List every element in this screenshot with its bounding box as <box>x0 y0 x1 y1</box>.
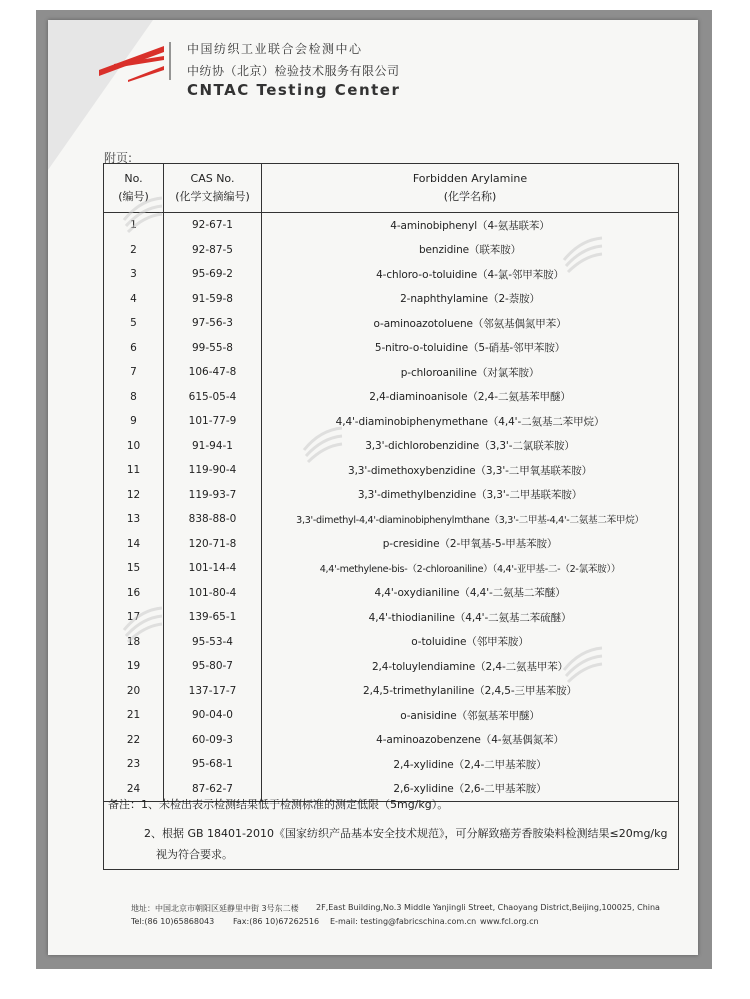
cell-name: 2,4-xylidine（2,4-二甲基苯胺） <box>262 752 679 777</box>
cell-cas: 91-94-1 <box>164 434 262 459</box>
cell-name: p-chloroaniline（对氯苯胺） <box>262 360 679 385</box>
watermark-icon <box>120 600 166 646</box>
cell-no: 14 <box>104 532 164 557</box>
cell-name: 3,3'-dichlorobenzidine（3,3'-二氯联苯胺） <box>262 434 679 459</box>
cell-no: 6 <box>104 336 164 361</box>
cell-name: 3,3'-dimethylbenzidine（3,3'-二甲基联苯胺） <box>262 483 679 508</box>
watermark-icon <box>300 420 346 466</box>
cell-no: 11 <box>104 458 164 483</box>
table-row <box>104 556 679 581</box>
cell-name: 3,3'-dimethyl-4,4'-diaminobiphenylmthane（3,3'-二甲基-4,4'-二氨基二苯甲烷） <box>262 507 679 532</box>
cell-no: 5 <box>104 311 164 336</box>
cell-name: 4-aminobiphenyl（4-氨基联苯） <box>262 213 679 238</box>
cell-name: 4,4'-diaminobiphenymethane（4,4'-二氨基二苯甲烷） <box>262 409 679 434</box>
cell-name: benzidine（联苯胺） <box>262 238 679 263</box>
footer-fax: Fax:(86 10)67262516 <box>233 917 320 926</box>
cell-name: 2,4-toluylendiamine（2,4-二氨基甲苯） <box>262 654 679 679</box>
table-row <box>104 458 679 483</box>
header-no-en: No. <box>124 172 143 185</box>
cell-name: o-anisidine（邻氨基苯甲醚） <box>262 703 679 728</box>
cell-name: 5-nitro-o-toluidine（5-硝基-邻甲苯胺） <box>262 336 679 361</box>
watermark-icon <box>120 190 166 236</box>
cell-cas: 92-67-1 <box>164 213 262 238</box>
table-row <box>104 483 679 508</box>
cell-cas: 95-69-2 <box>164 262 262 287</box>
table-row <box>104 311 679 336</box>
cell-no: 7 <box>104 360 164 385</box>
table-row <box>104 336 679 361</box>
cell-cas: 101-80-4 <box>164 581 262 606</box>
cell-cas: 95-68-1 <box>164 752 262 777</box>
table-row <box>104 728 679 753</box>
cell-cas: 119-90-4 <box>164 458 262 483</box>
table-row <box>104 703 679 728</box>
table-header-row <box>104 164 679 213</box>
header-name-cn: (化学名称) <box>443 190 497 203</box>
cell-no: 12 <box>104 483 164 508</box>
cell-no: 18 <box>104 630 164 655</box>
cell-no: 4 <box>104 287 164 312</box>
cell-no: 15 <box>104 556 164 581</box>
cell-no: 24 <box>104 777 164 802</box>
cell-no: 20 <box>104 679 164 704</box>
cell-name: p-cresidine（2-甲氧基-5-甲基苯胺） <box>262 532 679 557</box>
cell-cas: 95-80-7 <box>164 654 262 679</box>
cell-cas: 97-56-3 <box>164 311 262 336</box>
cell-name: o-aminoazotoluene（邻氨基偶氮甲苯） <box>262 311 679 336</box>
cell-cas: 60-09-3 <box>164 728 262 753</box>
cell-cas: 119-93-7 <box>164 483 262 508</box>
cell-no: 22 <box>104 728 164 753</box>
cell-cas: 91-59-8 <box>164 287 262 312</box>
cell-name: 4,4'-thiodianiline（4,4'-二氨基二苯硫醚） <box>262 605 679 630</box>
org-name-cn: 中国纺织工业联合会检测中心 <box>187 42 363 56</box>
header-name <box>262 164 679 213</box>
cell-no: 1 <box>104 213 164 238</box>
cell-name: 2,4-diaminoanisole（2,4-二氨基苯甲醚） <box>262 385 679 410</box>
cell-name: 3,3'-dimethoxybenzidine（3,3'-二甲氧基联苯胺） <box>262 458 679 483</box>
note-2: 2、根据 GB 18401-2010《国家纺织产品基本安全技术规范》，可分解致癌芳香胺染料检测结果≤20mg/kg <box>144 827 668 840</box>
table-row <box>104 360 679 385</box>
cell-no: 9 <box>104 409 164 434</box>
note-3: 视为符合要求。 <box>156 848 233 861</box>
cell-name: o-toluidine（邻甲苯胺） <box>262 630 679 655</box>
cell-cas: 90-04-0 <box>164 703 262 728</box>
footer-web: www.fcl.org.cn <box>480 917 539 926</box>
header-cas <box>164 164 262 213</box>
header-no-cn: (编号) <box>118 190 149 203</box>
cell-no: 10 <box>104 434 164 459</box>
cell-cas: 95-53-4 <box>164 630 262 655</box>
cell-name: 4-aminoazobenzene（4-氨基偶氮苯） <box>262 728 679 753</box>
cell-cas: 615-05-4 <box>164 385 262 410</box>
cell-no: 13 <box>104 507 164 532</box>
cell-name: 2,4,5-trimethylaniline（2,4,5-三甲基苯胺） <box>262 679 679 704</box>
table-row <box>104 409 679 434</box>
cell-cas: 99-55-8 <box>164 336 262 361</box>
org-subname-cn: 中纺协（北京）检验技术服务有限公司 <box>187 64 400 78</box>
footer-tel: Tel:(86 10)65868043 <box>131 917 215 926</box>
notes-box <box>103 790 679 870</box>
cell-name: 2,6-xylidine（2,6-二甲基苯胺） <box>262 777 679 802</box>
table-row <box>104 532 679 557</box>
cell-no: 19 <box>104 654 164 679</box>
cell-name: 4,4'-oxydianiline（4,4'-二氨基二苯醚） <box>262 581 679 606</box>
cell-name: 4-chloro-o-toluidine（4-氯-邻甲苯胺） <box>262 262 679 287</box>
header-cas-cn: (化学文摘编号) <box>175 190 250 203</box>
cell-no: 16 <box>104 581 164 606</box>
cell-no: 3 <box>104 262 164 287</box>
cell-no: 21 <box>104 703 164 728</box>
cell-cas: 101-77-9 <box>164 409 262 434</box>
cell-cas: 137-17-7 <box>164 679 262 704</box>
cell-no: 2 <box>104 238 164 263</box>
watermark-icon <box>560 640 606 686</box>
cntac-logo-icon <box>94 40 172 82</box>
footer-address-cn: 地址：中国北京市朝阳区延静里中街 3号东二楼 <box>131 904 299 913</box>
cell-no: 23 <box>104 752 164 777</box>
table-row <box>104 434 679 459</box>
cell-name: 4,4'-methylene-bis-（2-chloroaniline）（4,4'-亚甲基-二-（2-氯苯胺）） <box>262 556 679 581</box>
cell-cas: 139-65-1 <box>164 605 262 630</box>
table-row <box>104 605 679 630</box>
appendix-label: 附页: <box>104 151 133 165</box>
table-row <box>104 752 679 777</box>
cell-cas: 101-14-4 <box>164 556 262 581</box>
cell-no: 17 <box>104 605 164 630</box>
table-row <box>104 507 679 532</box>
cell-cas: 87-62-7 <box>164 777 262 802</box>
table-row <box>104 385 679 410</box>
note-1: 备注：1、未检出表示检测结果低于检测标准的测定低限（5mg/kg）。 <box>108 798 449 811</box>
cell-cas: 120-71-8 <box>164 532 262 557</box>
watermark-icon <box>560 230 606 276</box>
table-row <box>104 287 679 312</box>
table-row <box>104 581 679 606</box>
cell-cas: 838-88-0 <box>164 507 262 532</box>
header-name-en: Forbidden Arylamine <box>412 172 528 185</box>
footer-address-en: 2F,East Building,No.3 Middle Yanjingli Street, Chaoyang District,Beijing,100025, China <box>316 903 660 912</box>
cell-no: 8 <box>104 385 164 410</box>
cell-cas: 92-87-5 <box>164 238 262 263</box>
cell-cas: 106-47-8 <box>164 360 262 385</box>
footer-email: E-mail: testing@fabricschina.com.cn <box>330 917 477 926</box>
header-cas-en: CAS No. <box>190 172 235 185</box>
cell-name: 2-naphthylamine（2-萘胺） <box>262 287 679 312</box>
org-name-en: CNTAC Testing Center <box>187 81 401 99</box>
